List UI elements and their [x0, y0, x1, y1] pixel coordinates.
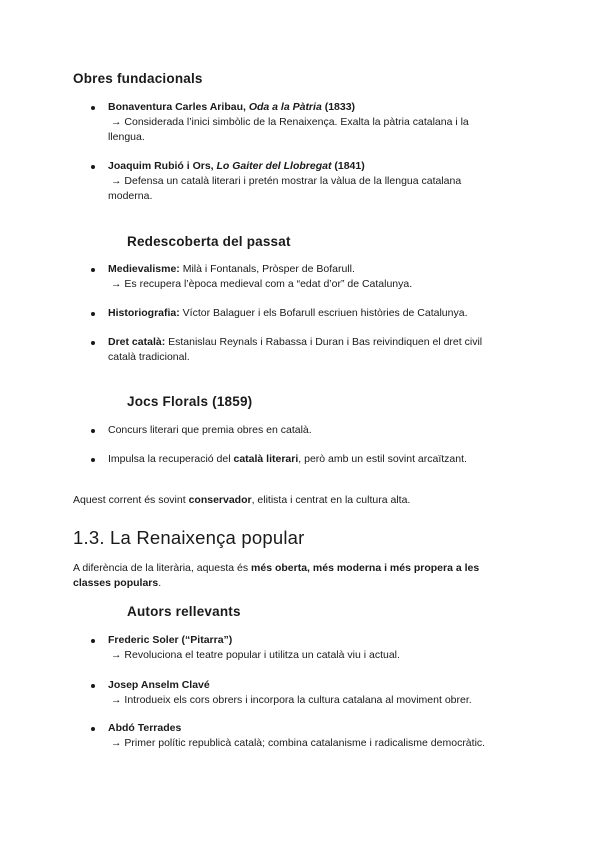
arrow-icon: → — [111, 175, 122, 187]
author-name: Josep Anselm Clavé — [108, 679, 210, 691]
work-title: Oda a la Pàtria — [248, 101, 322, 113]
item-text: Concurs literari que premia obres en català. — [108, 424, 312, 436]
paragraph-bold-cont: classes populars — [73, 577, 159, 589]
author: Joaquim Rubió i Ors, — [108, 160, 217, 172]
list-item-historiografia — [108, 306, 528, 321]
list-item-terrades — [108, 721, 528, 751]
heading-autors-rellevants: Autors rellevants — [127, 604, 241, 619]
paragraph-bold: conservador — [188, 494, 252, 506]
author: Bonaventura Carles Aribau, — [108, 101, 249, 113]
item-text-cont: català tradicional. — [108, 351, 190, 363]
description-cont: moderna. — [108, 190, 153, 202]
bullet — [91, 727, 95, 731]
bullet — [91, 639, 95, 643]
paragraph-conservador — [73, 493, 533, 508]
list-item-aribau — [108, 100, 528, 145]
description: Considerada l’inici simbòlic de la Renaixença. Exalta la pàtria catalana i la — [124, 116, 469, 128]
item-bold: català literari — [233, 453, 299, 465]
bullet — [91, 684, 95, 688]
list-item-dret-catala — [108, 335, 528, 365]
item-text: Víctor Balaguer i els Bofarull escriuen històries de Catalunya. — [179, 307, 468, 319]
arrow-icon: → — [111, 278, 122, 290]
bullet — [91, 268, 95, 272]
description: Revoluciona el teatre popular i utilitza un català viu i actual. — [124, 649, 400, 661]
arrow-icon: → — [111, 116, 122, 128]
item-text-cont: Es recupera l’època medieval com a “edat d’or” de Catalunya. — [124, 278, 413, 290]
bullet — [91, 341, 95, 345]
bullet — [91, 458, 95, 462]
paragraph-text: A diferència de la literària, aquesta és — [73, 562, 252, 574]
item-text: Milà i Fontanals, Pròsper de Bofarull. — [179, 263, 355, 275]
list-item-impulsa — [108, 452, 528, 467]
arrow-icon: → — [111, 694, 122, 706]
bullet — [91, 429, 95, 433]
work-title: Lo Gaiter del Llobregat — [216, 160, 332, 172]
description: Primer polític republicà català; combina catalanisme i radicalisme democràtic. — [124, 737, 486, 749]
bullet — [91, 106, 95, 110]
author-name: Frederic Soler (“Pitarra”) — [108, 634, 233, 646]
item-text: Estanislau Reynals i Rabassa i Duran i Bas reivindiquen el dret civil — [165, 336, 483, 348]
paragraph-bold: més oberta, més moderna i més propera a les — [251, 562, 480, 574]
term: Dret català: — [108, 336, 166, 348]
year: (1833) — [321, 101, 356, 113]
heading-redescoberta: Redescoberta del passat — [127, 234, 291, 249]
bullet — [91, 165, 95, 169]
arrow-icon: → — [111, 649, 122, 661]
paragraph-intro — [73, 561, 543, 591]
item-text: Impulsa la recuperació del — [108, 453, 234, 465]
item-text-end: , però amb un estil sovint arcaïtzant. — [298, 453, 467, 465]
list-item-medievalisme — [108, 262, 528, 292]
list-item-concurs — [108, 423, 528, 438]
arrow-icon: → — [111, 737, 122, 749]
description-cont: llengua. — [108, 131, 145, 143]
list-item-clave — [108, 678, 528, 708]
term: Historiografia: — [108, 307, 180, 319]
heading-obres-fundacionals: Obres fundacionals — [73, 71, 203, 86]
bullet — [91, 312, 95, 316]
list-item-rubio — [108, 159, 528, 204]
year: (1841) — [331, 160, 365, 172]
paragraph-text-end: . — [158, 577, 162, 589]
description: Defensa un català literari i pretén mostrar la vàlua de la llengua catalana — [124, 175, 462, 187]
heading-jocs-florals: Jocs Florals (1859) — [127, 394, 253, 409]
description: Introdueix els cors obrers i incorpora la cultura catalana al moviment obrer. — [124, 694, 472, 706]
term: Medievalisme: — [108, 263, 180, 275]
author-name: Abdó Terrades — [108, 722, 182, 734]
paragraph-text: Aquest corrent és sovint — [73, 494, 189, 506]
section-heading-renaixenca-popular: 1.3. La Renaixença popular — [73, 527, 305, 548]
paragraph-text-end: , elitista i centrat en la cultura alta. — [251, 494, 411, 506]
list-item-soler — [108, 633, 528, 663]
